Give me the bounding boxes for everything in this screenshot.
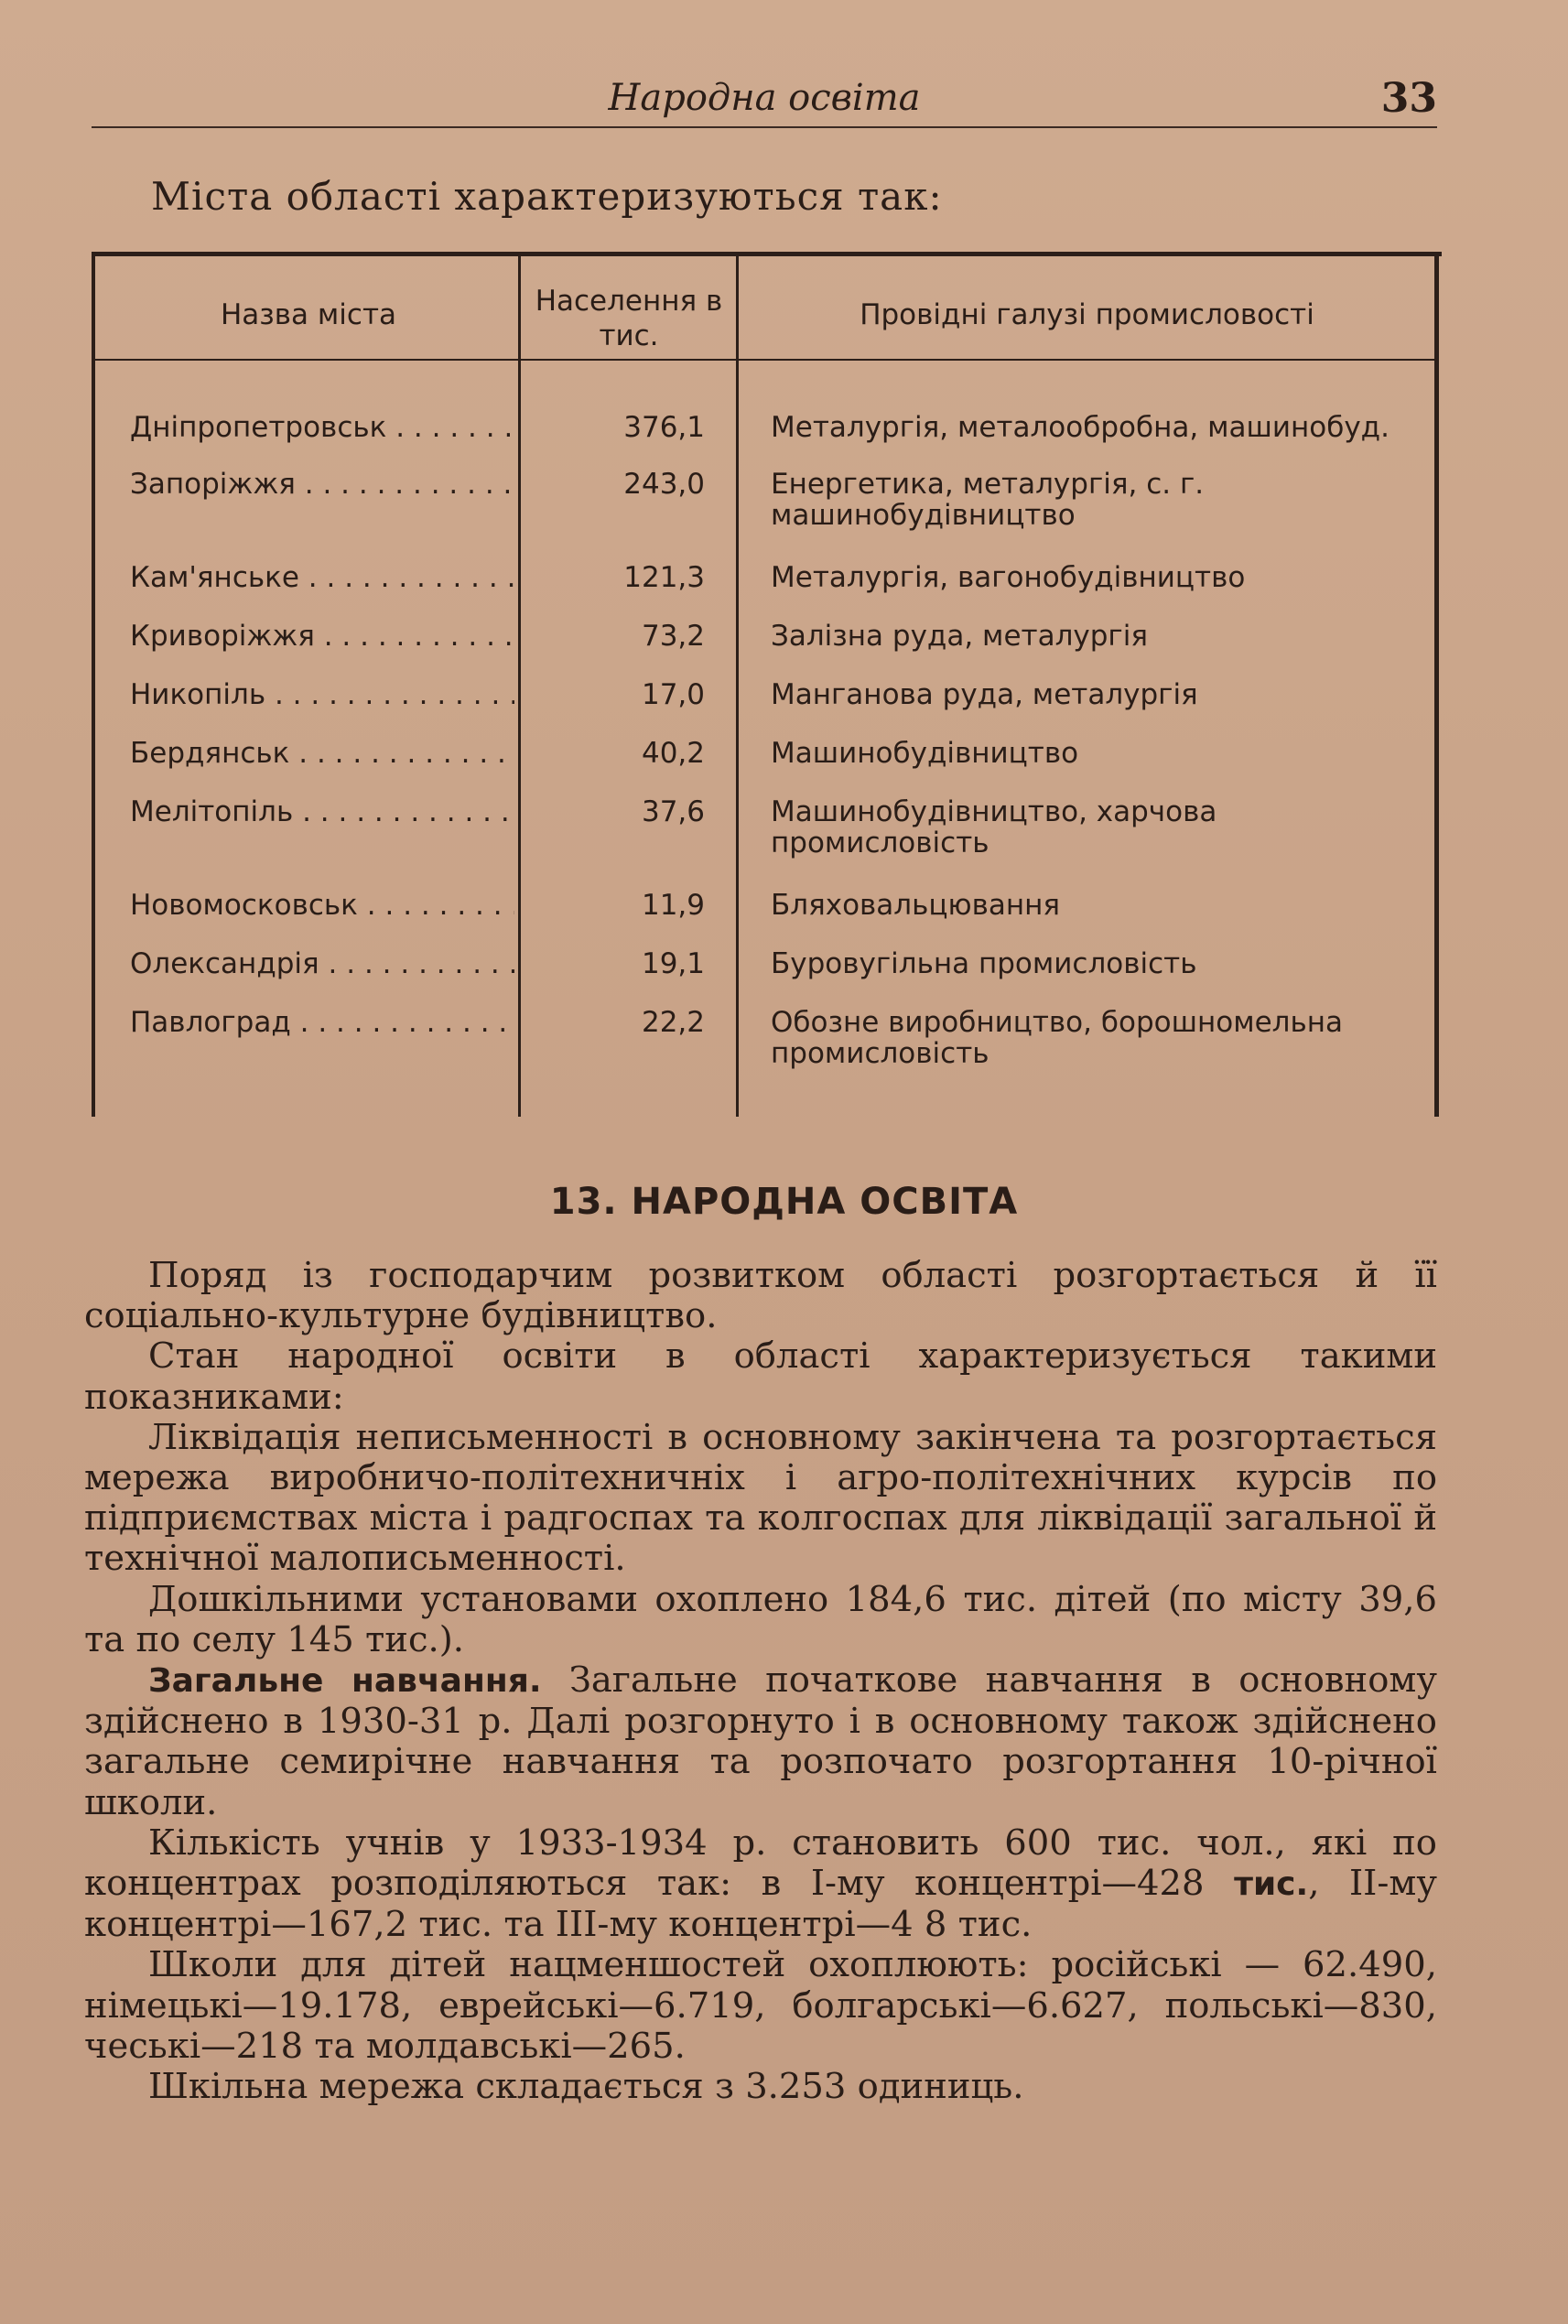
population: 73,2 [641, 620, 705, 653]
bold-unit: тис. [1234, 1865, 1309, 1904]
industries: Машинобудівництво [771, 737, 1079, 770]
paragraph [84, 1823, 1437, 1946]
column-header-population [522, 284, 736, 353]
industries: Обозне виробництво, борошномельна промисловість [771, 1006, 1343, 1070]
population: 243,0 [623, 468, 705, 501]
industries: Енергетика, металургія, с. г. машинобудівництво [771, 468, 1205, 532]
cities-table [92, 252, 1442, 1117]
city-name: Запоріжжя . . . [130, 469, 514, 500]
city-name: Новомосковськ . . . [130, 890, 514, 921]
industries: Буровугільна промисловість [771, 947, 1197, 980]
paragraph-text: , II-му концентрі—167,2 тис. та III-му концентрі—4 8 тис. [84, 1863, 1437, 1946]
table-border-right [1434, 256, 1439, 1117]
industries: Металургія, вагонобудівництво [771, 561, 1246, 594]
city-name: Криворіжжя . . . [130, 621, 514, 652]
industries: Залізна руда, металургія [771, 620, 1148, 653]
intro-sentence: Міста області характеризуються так: [151, 174, 943, 219]
population: 40,2 [641, 737, 705, 770]
population: 22,2 [641, 1006, 705, 1039]
running-header [92, 71, 1437, 128]
population: 376,1 [623, 411, 705, 444]
city-name: Дніпропетровськ . . . [130, 412, 514, 443]
population: 121,3 [623, 561, 705, 594]
paragraph [84, 1660, 1437, 1823]
population: 17,0 [641, 678, 705, 711]
population: 19,1 [641, 947, 705, 980]
industries: Бляховальцювання [771, 889, 1061, 922]
population: 37,6 [641, 795, 705, 828]
section-body [84, 1256, 1437, 2107]
industries: Металургія, металообробна, машинобуд. [771, 411, 1390, 444]
paragraph: Ліквідація неписьменності в основному закінчена та розгортається мережа виробничо-політехничніх і агро-політехнічних курсів по підприємствах міста і радгоспах та колгоспах для ліквідації загальної й технічної малописьменності. [84, 1416, 1437, 1580]
paragraph: Школи для дітей нацменшостей охоплюють: російські — 62.490, німецькі—19.178, еврейські—6.719, болгарські—6.627, польські—830, чеські—218 та молдавські—265. [84, 1944, 1437, 2067]
column-header-population-text: Населення в тис. [535, 285, 723, 352]
city-name: Никопіль . . . [130, 679, 514, 710]
table-border-left [92, 256, 95, 1117]
running-title: Народна освіта [608, 77, 921, 119]
city-name: Кам'янське . . . [130, 562, 514, 593]
page-number: 33 [1380, 75, 1437, 122]
industries: Машинобудівництво, харчова промисловість [771, 795, 1217, 859]
industries: Манганова руда, металургія [771, 678, 1198, 711]
run-in-heading: Загальне навчання. [148, 1662, 542, 1701]
city-name: Мелітопіль . . . [130, 796, 514, 827]
paragraph-text: Загальне початкове навчання в основному здійснено в 1930-31 р. Далі розгорнуто і в основному також здійснено загальне семирічне навчання та розпочато розгортання 10-річної школи. [84, 1659, 1437, 1823]
city-name: Бердянськ . . . [130, 738, 514, 769]
column-header-industry: Провідні галузі промисловості [860, 298, 1314, 331]
header-rule [92, 359, 1439, 361]
population: 11,9 [641, 889, 705, 922]
city-name: Павлоград . . . [130, 1007, 514, 1038]
paragraph: Шкільна мережа складається з 3.253 одиниць. [148, 2066, 1024, 2108]
section-heading: 13. НАРОДНА ОСВІТА [549, 1181, 1019, 1223]
column-header-city: Назва міста [220, 298, 396, 331]
column-divider [736, 256, 739, 1117]
column-divider [518, 256, 521, 1117]
paragraph-text: Кількість учнів у 1933-1934 р. становить 600 тис. чол., які по концентрах розподіляються так: в I-му концентрі—428 [84, 1821, 1437, 1905]
paragraph: Поряд із господарчим розвитком області розгортається й її соціально-культурне будівництво. [84, 1255, 1437, 1337]
paragraph: Стан народної освіти в області характеризується такими показниками: [84, 1335, 1437, 1418]
paragraph: Дошкільними установами охоплено 184,6 тис. дітей (по місту 39,6 та по селу 145 тис.). [84, 1578, 1437, 1660]
city-name: Олександрія . . . [130, 948, 514, 979]
